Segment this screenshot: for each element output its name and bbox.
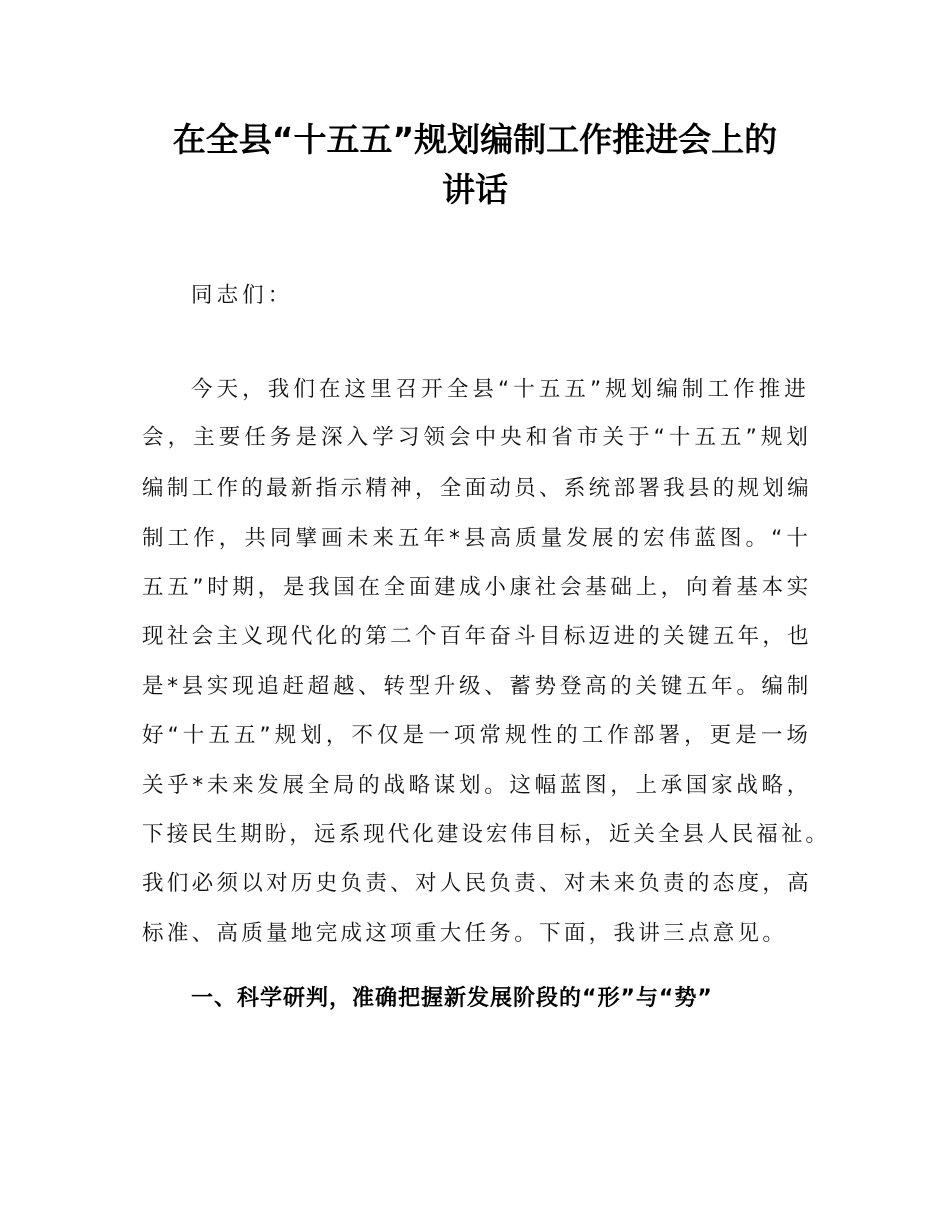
paragraph-line: 制工作，共同擘画未来五年*县高质量发展的宏伟蓝图。“十 bbox=[142, 526, 812, 551]
paragraph-line: 下接民生期盼，远系现代化建设宏伟目标，近关全县人民福祉。 bbox=[142, 822, 830, 847]
paragraph-line: 好“十五五”规划，不仅是一项常规性的工作部署，更是一场 bbox=[142, 723, 812, 748]
paragraph-line: 是*县实现追赶超越、转型升级、蓄势登高的关键五年。编制 bbox=[142, 674, 812, 699]
paragraph-line: 五五”时期，是我国在全面建成小康社会基础上，向着基本实 bbox=[142, 575, 812, 600]
paragraph-line: 现社会主义现代化的第二个百年奋斗目标迈进的关键五年，也 bbox=[142, 624, 812, 649]
paragraph-line: 会，主要任务是深入学习领会中央和省市关于“十五五”规划 bbox=[142, 425, 812, 450]
paragraph-line: 关乎*未来发展全局的战略谋划。这幅蓝图，上承国家战略， bbox=[142, 773, 812, 798]
paragraph-line: 标准、高质量地完成这项重大任务。下面，我讲三点意见。 bbox=[142, 921, 788, 946]
document-title-line-2: 讲话 bbox=[442, 170, 508, 209]
salutation: 同志们： bbox=[191, 283, 294, 308]
paragraph-line: 编制工作的最新指示精神，全面动员、系统部署我县的规划编 bbox=[142, 476, 812, 501]
document-title-line-1: 在全县“十五五”规划编制工作推进会上的 bbox=[172, 120, 778, 159]
paragraph-line: 我们必须以对历史负责、对人民负责、对未来负责的态度，高 bbox=[142, 871, 812, 896]
paragraph-line: 今天，我们在这里召开全县“十五五”规划编制工作推进 bbox=[191, 377, 810, 402]
section-heading-1: 一、科学研判，准确把握新发展阶段的“形”与“势” bbox=[191, 986, 713, 1011]
